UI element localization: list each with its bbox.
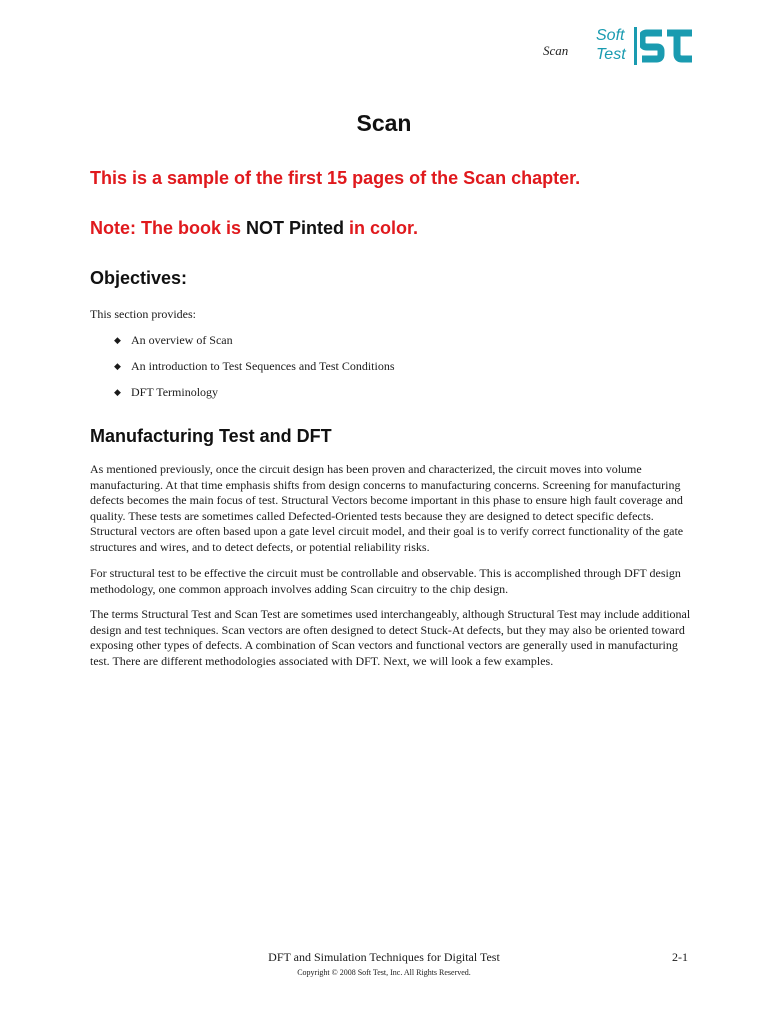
objective-item (114, 385, 395, 411)
objectives-list (114, 333, 395, 411)
objective-text: An overview of Scan (131, 333, 233, 347)
manufacturing-paragraph-1: As mentioned previously, once the circuit design has been proven and characterized, the circuit moves into volume manufacturing. At that time emphasis shifts from design concerns to manufacturing concerns. Screening for manufacturing defects becomes the main focus of test. Structural Vectors become important in this phase to ensure high fault coverage and quality. These tests are sometimes called Defected-Oriented tests because they are designed to detect specific defects. Structural vectors are often based upon a gate level circuit model, and their goal is to verify correct functionality of the gate structures and wires, and to detect defects, or potential reliability risks. (90, 462, 684, 554)
color-notice-suffix: in color. (349, 218, 419, 238)
logo-soft-text: Soft (596, 27, 625, 44)
manufacturing-paragraph-3: The terms Structural Test and Scan Test are sometimes used interchangeably, although Structural Test may include additional design and test techniques. Scan vectors are often designed to detect Stuck-At defects, but they may also be oriented toward exposing other types of defects. A combination of Scan vectors and functional vectors are generally used in manufacturing test. There are different methodologies associated with DFT. Next, we will look a few examples. (90, 607, 691, 668)
color-notice (90, 218, 418, 239)
color-notice-emphasis: NOT Pinted (246, 218, 345, 238)
color-notice-prefix: Note: The book is (90, 218, 242, 238)
manufacturing-heading: Manufacturing Test and DFT (90, 426, 332, 446)
page-title: Scan (356, 110, 412, 136)
footer-book-title: DFT and Simulation Techniques for Digital Test (268, 950, 500, 964)
objectives-heading: Objectives: (90, 268, 188, 288)
objective-text: An introduction to Test Sequences and Test Conditions (131, 359, 395, 373)
logo-divider (634, 27, 637, 65)
page-number: 2-1 (672, 950, 688, 964)
manufacturing-paragraph-2: For structural test to be effective the circuit must be controllable and observable. This is accomplished through DFT design methodology, one common approach involves adding Scan circuitry to the chip design. (90, 566, 681, 596)
running-header-section: Scan (543, 43, 569, 58)
softtest-logo (596, 26, 696, 68)
sample-notice: This is a sample of the first 15 pages of the Scan chapter. (90, 168, 581, 188)
diamond-bullet-icon: ◆ (114, 387, 121, 397)
objective-text: DFT Terminology (131, 385, 219, 399)
diamond-bullet-icon: ◆ (114, 361, 121, 371)
diamond-bullet-icon: ◆ (114, 335, 121, 345)
objective-item (114, 359, 395, 385)
copyright-notice: Copyright © 2008 Soft Test, Inc. All Rights Reserved. (297, 968, 471, 977)
objectives-intro: This section provides: (90, 307, 196, 321)
st-logo-mark-icon (640, 28, 694, 64)
logo-test-text: Test (596, 46, 626, 63)
objective-item (114, 333, 395, 359)
